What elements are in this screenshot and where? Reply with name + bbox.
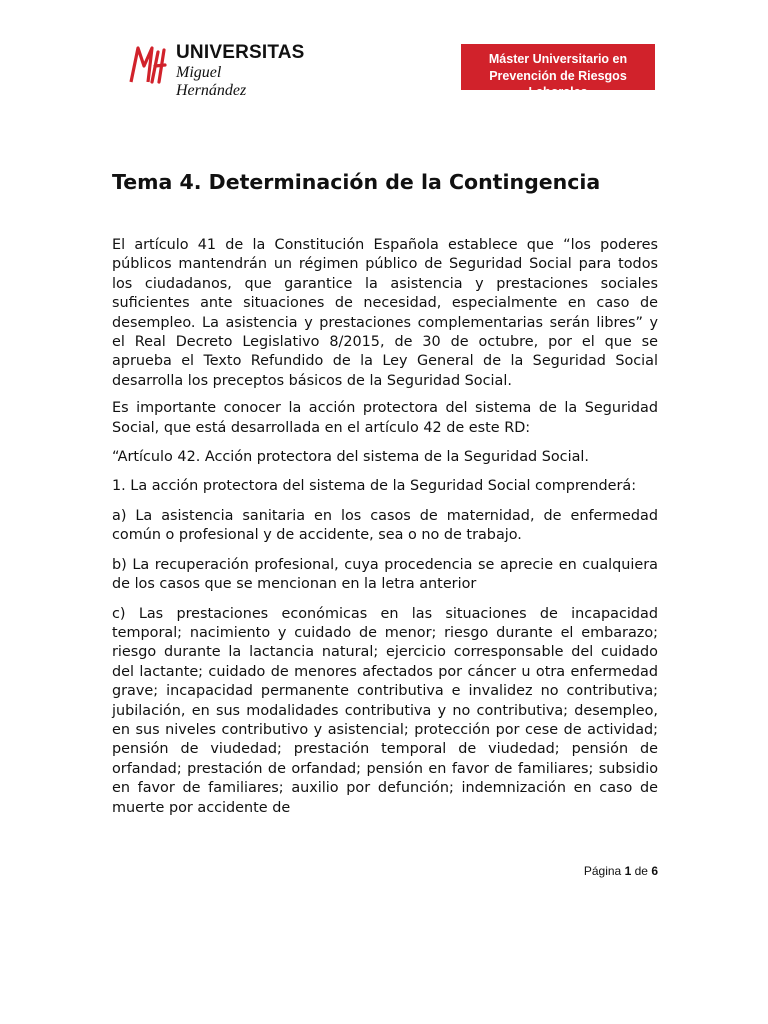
paragraph: a) La asistencia sanitaria en los casos de maternidad, de enfermedad común o profesional y de accidente, sea o no de trabajo. — [112, 507, 658, 544]
paragraph: b) La recuperación profesional, cuya procedencia se aprecie en cualquiera de los casos que se mencionan en la letra anterior — [112, 556, 658, 593]
banner-line: Máster Universitario en — [488, 52, 628, 66]
university-logo — [128, 42, 305, 99]
paragraph: “Artículo 42. Acción protectora del sistema de la Seguridad Social. — [112, 449, 589, 466]
current-page: 1 — [624, 864, 632, 878]
document-body — [112, 236, 658, 828]
paragraph: Es importante conocer la acción protectora del sistema de la Seguridad Social, que está desarrollada en el artículo 42 de este RD: — [112, 400, 658, 436]
of-label: de — [634, 864, 648, 878]
page-number-footer — [520, 864, 658, 878]
banner-line: Prevención de Riesgos Laborales — [489, 69, 627, 99]
logo-subtitle: Miguel Hernández — [176, 64, 247, 99]
paragraph: 1. La acción protectora del sistema de la Seguridad Social comprenderá: — [112, 478, 637, 495]
paragraph: c) Las prestaciones económicas en las situaciones de incapacidad temporal; nacimiento y cuidado de menor; riesgo durante el embarazo; riesgo durante la lactancia natural; ejercicio corresponsable del cuidado del lactante; cuidado de menores afectados por cáncer u otra enfermedad grave; incapacidad permanente contributiva e invalidez no contributiva; jubilación, en sus modalidades contributiva y no contributiva; desempleo, en sus niveles contributivo y asistencial; protección por cese de actividad; pensión de viudedad; prestación temporal de viudedad; pensión de orfandad; prestación de orfandad; pensión en favor de familiares; subsidio en favor de familiares; auxilio por defunción; indemnización en caso de muerte por accidente de — [112, 605, 658, 816]
master-banner — [461, 44, 655, 99]
document-title: Tema 4. Determinación de la Contingencia — [112, 170, 601, 194]
paragraph: El artículo 41 de la Constitución Española establece que “los poderes públicos mantendrán un régimen público de Seguridad Social para todos los ciudadanos, que garantice la asistencia y prestaciones sociales suficientes ante situaciones de necesidad, especialmente en caso de desempleo. La asistencia y prestaciones complementarias serán libres” y el Real Decreto Legislativo 8/2015, de 30 de octubre, por el que se aprueba el Texto Refundido de la Ley General de la Seguridad Social desarrolla los preceptos básicos de la Seguridad Social. — [112, 237, 658, 389]
total-pages: 6 — [651, 864, 658, 878]
logo-title: UNIVERSITAS — [176, 42, 305, 63]
page-label: Página — [583, 864, 622, 878]
mh-logo-icon — [128, 42, 172, 86]
